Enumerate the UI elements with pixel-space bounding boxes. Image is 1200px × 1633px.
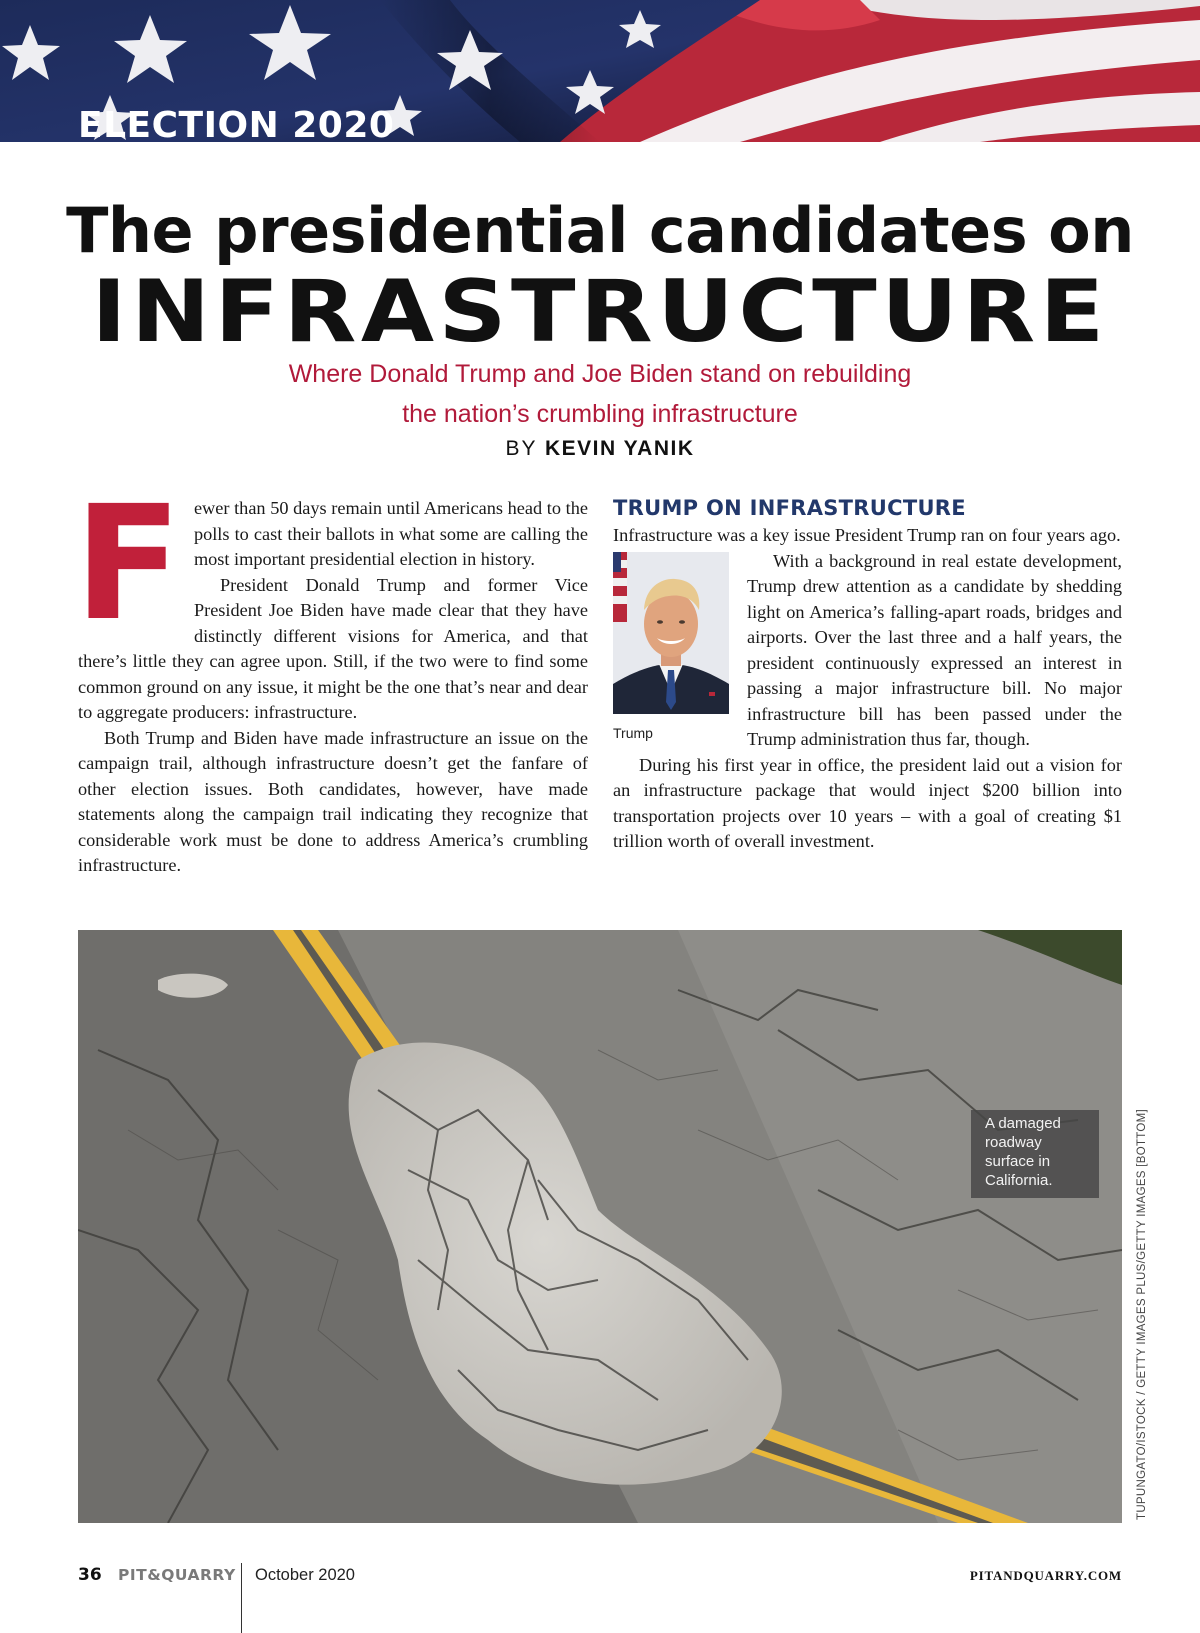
- right-paragraph-2: With a background in real estate development, Trump drew attention as a candidate by shedding light on America’s falling-apart roads, bridges and airports. Over the last three and a half years, the president continuously expressed an interest in passing a major infrastructure bill. No major infrastructure bill has been passed under the Trump administration thus far, though.: [747, 550, 1122, 749]
- footer-divider: [241, 1563, 242, 1633]
- right-paragraph-1: Infrastructure was a key issue President Trump ran on four years ago.: [613, 525, 1121, 545]
- page-footer: [0, 1565, 1200, 1626]
- website-url: PITANDQUARRY.COM: [969, 1568, 1122, 1583]
- deck-line-1: Where Donald Trump and Joe Biden stand on rebuilding: [288, 360, 912, 388]
- photo-credit: TUPUNGATO/ISTOCK / GETTY IMAGES PLUS/GETTY IMAGES [BOTTOM]: [1136, 1108, 1148, 1520]
- trump-portrait-image: [613, 552, 729, 714]
- portrait-figure: [613, 552, 729, 744]
- right-paragraph-3: During his first year in office, the president laid out a vision for an infrastructure package that would inject $200 billion into transportation projects over 10 years – with a goal of creating $1 trillion worth of overall investment.: [613, 754, 1122, 851]
- headline-line-2: INFRASTRUCTURE: [91, 262, 1109, 362]
- portrait-caption: Trump: [613, 724, 653, 741]
- flag-banner: [0, 0, 1200, 142]
- left-column: [74, 472, 588, 879]
- drop-cap: F: [74, 472, 182, 656]
- paragraph-2: President Donald Trump and former Vice President Joe Biden have made clear that they have distinctly different visions for America, and that there’s little they can agree upon. Still, if the two were to find some common ground on any issue, it might be the one that’s near and dear to aggregate producers: infrastructure.: [78, 574, 588, 722]
- magazine-name: PIT&QUARRY: [118, 1566, 236, 1584]
- deck: [0, 354, 1200, 434]
- photo-caption: A damaged roadway surface in California.: [971, 1110, 1099, 1198]
- section-subhead: TRUMP ON INFRASTRUCTURE: [613, 496, 966, 520]
- damaged-road-image: [78, 930, 1122, 1523]
- road-photo: [78, 930, 1122, 1523]
- deck-line-2: the nation’s crumbling infrastructure: [402, 400, 798, 428]
- section-tag: ELECTION 2020: [78, 105, 395, 142]
- paragraph-1-text: ewer than 50 days remain until Americans head to the polls to cast their ballots in what some are calling the most important presidential election in history.: [193, 498, 588, 569]
- right-paragraph-2-lead: [613, 549, 1122, 753]
- byline-prefix: BY: [505, 437, 538, 460]
- issue-date: October 2020: [255, 1566, 355, 1584]
- page-number: 36: [78, 1565, 102, 1585]
- paragraph-3: Both Trump and Biden have made infrastructure an issue on the campaign trail, although infrastructure doesn’t get the fanfare of other election issues. Both candidates, however, have made statements along the campaign trail indicating they recognize that considerable work must be done to address America’s crumbling infrastructure.: [78, 727, 588, 875]
- byline-author: KEVIN YANIK: [544, 437, 695, 460]
- headline-line-1: The presidential candidates on: [66, 194, 1134, 267]
- right-column: [613, 494, 1122, 855]
- byline: [0, 437, 1200, 461]
